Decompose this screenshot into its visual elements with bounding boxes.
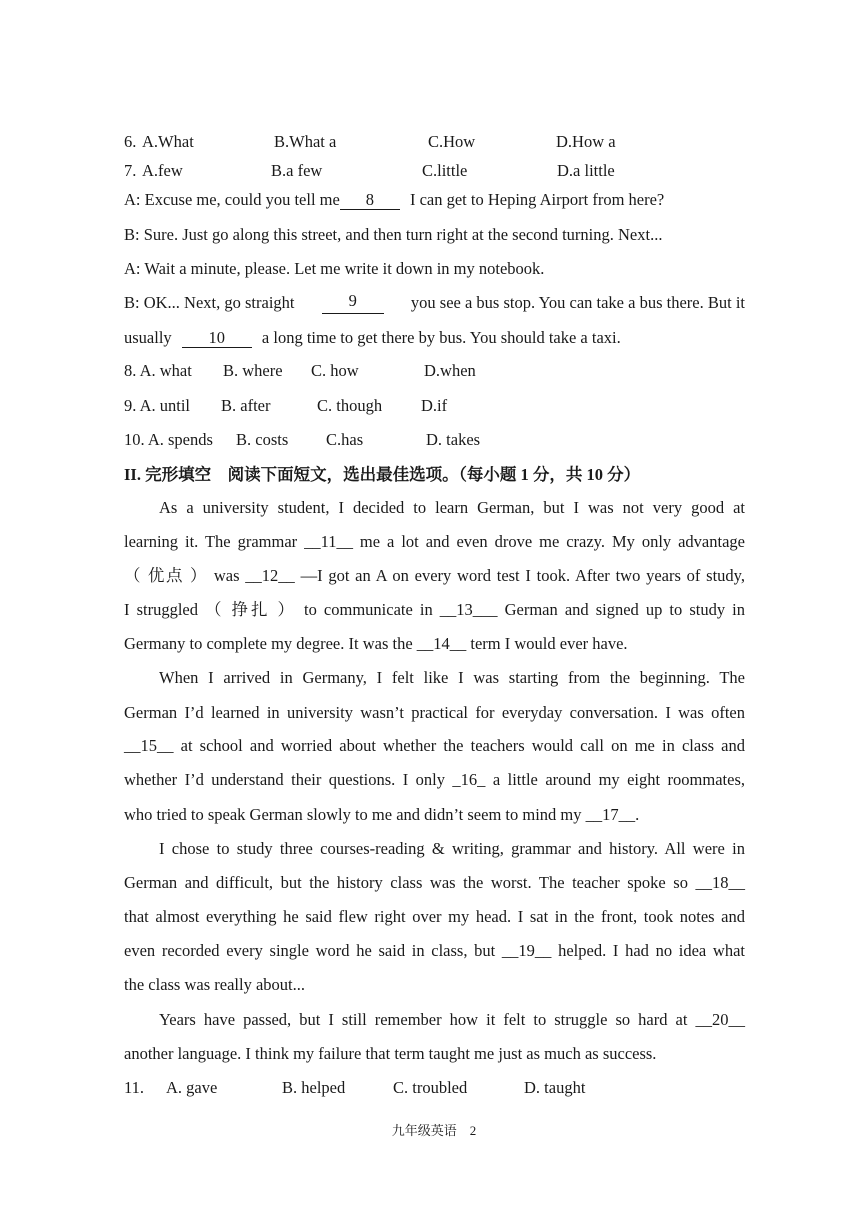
dialogue-text: usually bbox=[124, 328, 172, 347]
q8-option-c: C. how bbox=[311, 361, 359, 380]
passage-line: When I arrived in Germany, I felt like I was starting from the beginning. The bbox=[159, 668, 745, 687]
q11-option-d: D. taught bbox=[524, 1078, 586, 1097]
dialogue-text: A: Excuse me, could you tell me bbox=[124, 190, 340, 209]
q8-option-b: B. where bbox=[223, 361, 283, 380]
passage-line: Years have passed, but I still remember how it felt to struggle so hard at __20__ bbox=[159, 1010, 745, 1029]
passage-line: （ 优点 ） was __12__ —I got an A on every word test I took. After two years of study, bbox=[124, 566, 745, 585]
q6-number: 6. bbox=[124, 132, 137, 151]
passage-line: __15__ at school and worried about whether the teachers would call on me in class and bbox=[124, 736, 745, 755]
q8-option-d: D.when bbox=[424, 361, 476, 380]
section-2-title: II. 完形填空 阅读下面短文，选出最佳选项。（每小题 1 分，共 10 分） bbox=[124, 465, 641, 484]
q6-option-b: B.What a bbox=[274, 132, 337, 151]
q7-option-a: A.few bbox=[142, 161, 183, 180]
dialogue-line-5 bbox=[124, 327, 621, 349]
q11-option-b: B. helped bbox=[282, 1078, 346, 1097]
q9-option-b: B. after bbox=[221, 396, 271, 415]
q6-option-c: C.How bbox=[428, 132, 476, 151]
q11-option-a: A. gave bbox=[166, 1078, 218, 1097]
q11-number: 11. bbox=[124, 1078, 145, 1097]
dialogue-line-4 bbox=[124, 292, 745, 314]
passage-line: whether I’d understand their questions. I only _16_ a little around my eight roommates, bbox=[124, 770, 745, 789]
dialogue-line-1 bbox=[124, 189, 664, 211]
q9-option-c: C. though bbox=[317, 396, 383, 415]
q7-number: 7. bbox=[124, 161, 137, 180]
q11-option-c: C. troubled bbox=[393, 1078, 468, 1097]
q6-option-d: D.How a bbox=[556, 132, 616, 151]
passage-line: German I’d learned in university wasn’t practical for everyday conversation. I was often bbox=[124, 703, 745, 722]
page-footer: 九年级英语 2 bbox=[391, 1123, 477, 1138]
q10-option-b: B. costs bbox=[236, 430, 289, 449]
passage-line: German and difficult, but the history class was the worst. The teacher spoke so __18__ bbox=[124, 873, 745, 892]
passage-line: Germany to complete my degree. It was the __14__ term I would ever have. bbox=[124, 634, 628, 653]
passage-line: who tried to speak German slowly to me and didn’t seem to mind my __17__. bbox=[124, 805, 640, 824]
passage-line: even recorded every single word he said in class, but __19__ helped. I had no idea what bbox=[124, 941, 745, 960]
q6-option-a: A.What bbox=[142, 132, 194, 151]
dialogue-text: B: OK... Next, go straight bbox=[124, 293, 295, 312]
dialogue-text: you see a bus stop. You can take a bus there. But it bbox=[410, 293, 745, 312]
passage-line: another language. I think my failure that term taught me just as much as success. bbox=[124, 1044, 657, 1063]
q10-option-c: C.has bbox=[326, 430, 364, 449]
blank-10: 10 bbox=[182, 329, 252, 348]
blank-8: 8 bbox=[340, 191, 400, 210]
q10-option-a: 10. A. spends bbox=[124, 430, 213, 449]
q7-option-d: D.a little bbox=[557, 161, 615, 180]
q8-option-a: 8. A. what bbox=[124, 361, 192, 380]
passage-line: the class was really about... bbox=[124, 975, 305, 994]
q10-option-d: D. takes bbox=[426, 430, 481, 449]
dialogue-text: I can get to Heping Airport from here? bbox=[409, 190, 665, 209]
q7-option-c: C.little bbox=[422, 161, 468, 180]
passage-line: I struggled （ 挣扎 ） to communicate in __13___ German and signed up to study in bbox=[124, 600, 745, 619]
passage-line: that almost everything he said flew right over my head. I sat in the front, took notes and bbox=[124, 907, 745, 926]
passage-line: I chose to study three courses-reading & writing, grammar and history. All were in bbox=[159, 839, 745, 858]
passage-line: As a university student, I decided to learn German, but I was not very good at bbox=[159, 498, 745, 517]
q9-option-a: 9. A. until bbox=[124, 396, 191, 415]
dialogue-line-3: A: Wait a minute, please. Let me write it down in my notebook. bbox=[124, 259, 545, 278]
q7-option-b: B.a few bbox=[271, 161, 323, 180]
dialogue-text: a long time to get there by bus. You should take a taxi. bbox=[261, 328, 621, 347]
dialogue-line-2: B: Sure. Just go along this street, and then turn right at the second turning. Next... bbox=[124, 225, 663, 244]
passage-line: learning it. The grammar __11__ me a lot and even drove me crazy. My only advantage bbox=[124, 532, 745, 551]
blank-9: 9 bbox=[322, 292, 384, 314]
q9-option-d: D.if bbox=[421, 396, 448, 415]
